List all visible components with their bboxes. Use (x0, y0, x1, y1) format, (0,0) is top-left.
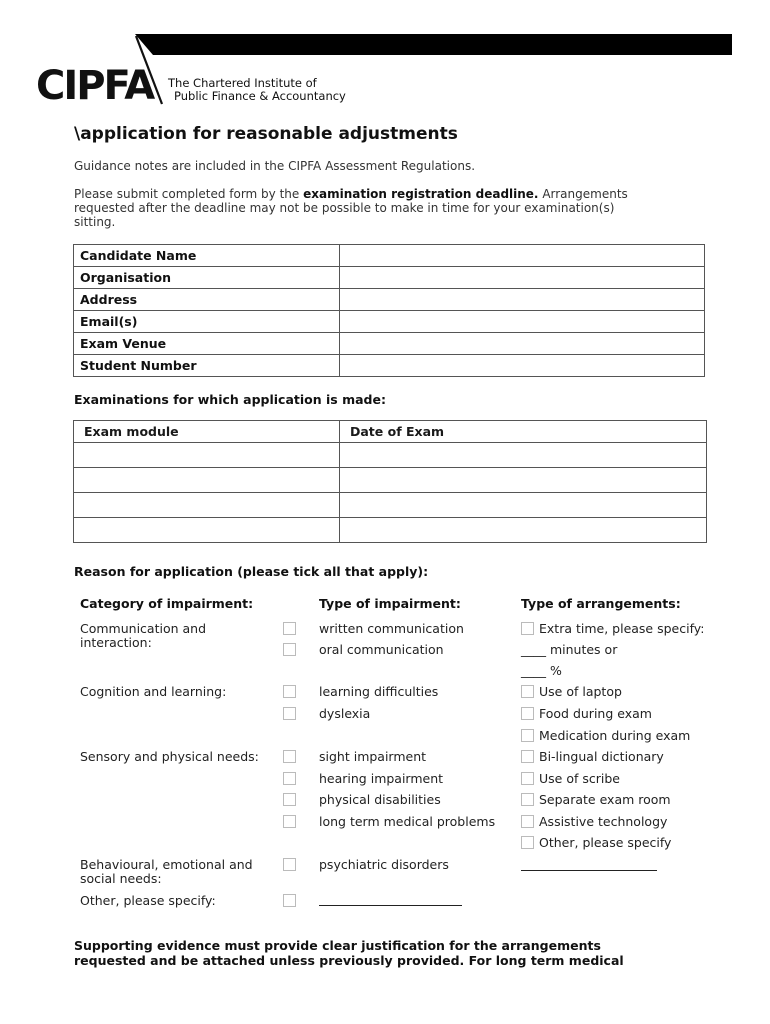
laptop-checkbox[interactable] (521, 685, 534, 698)
field-label: Email(s) (74, 311, 340, 333)
exam-venue-input[interactable] (340, 333, 705, 355)
type-hearing-impairment: hearing impairment (319, 771, 444, 786)
category-other: Other, please specify: (80, 893, 216, 908)
medication-checkbox[interactable] (521, 729, 534, 742)
arrangement-scribe: Use of scribe (539, 771, 620, 786)
category-column-header: Category of impairment: (80, 596, 254, 611)
hearing-impairment-checkbox[interactable] (283, 772, 296, 785)
exam-module-input[interactable] (74, 443, 340, 468)
other-impairment-input[interactable] (319, 905, 462, 906)
address-input[interactable] (340, 289, 705, 311)
arrangement-assistive: Assistive technology (539, 814, 668, 829)
table-row (74, 267, 705, 289)
org-name (168, 77, 346, 103)
type-psychiatric-disorders: psychiatric disorders (319, 857, 449, 872)
extra-time-minutes-input[interactable]: ____ minutes or (521, 642, 618, 657)
field-label: Exam Venue (74, 333, 340, 355)
type-long-term-medical: long term medical problems (319, 814, 496, 829)
table-row (74, 311, 705, 333)
category-sensory: Sensory and physical needs: (80, 749, 259, 764)
column-header: Date of Exam (340, 421, 707, 443)
guidance-note: Guidance notes are included in the CIPFA Assessment Regulations. (74, 159, 476, 173)
category-cognition: Cognition and learning: (80, 684, 227, 699)
logo-slash-icon (134, 34, 166, 106)
food-checkbox[interactable] (521, 707, 534, 720)
type-column-header: Type of impairment: (319, 596, 461, 611)
exams-heading: Examinations for which application is made: (74, 392, 386, 407)
table-row (74, 518, 707, 543)
type-sight-impairment: sight impairment (319, 749, 427, 764)
category-behavioural: Behavioural, emotional and social needs: (80, 857, 253, 886)
table-row (74, 289, 705, 311)
exam-module-input[interactable] (74, 468, 340, 493)
organisation-input[interactable] (340, 267, 705, 289)
arrangement-extra-time: Extra time, please specify: (539, 621, 705, 636)
type-learning-difficulties: learning difficulties (319, 684, 439, 699)
table-header-row (74, 421, 707, 443)
arrangement-laptop: Use of laptop (539, 684, 622, 699)
table-row (74, 468, 707, 493)
page-title: \application for reasonable adjustments (74, 124, 458, 144)
field-label: Candidate Name (74, 245, 340, 267)
candidate-details-table (73, 244, 705, 377)
exams-table (73, 420, 707, 543)
bilingual-dictionary-checkbox[interactable] (521, 750, 534, 763)
field-label: Address (74, 289, 340, 311)
scribe-checkbox[interactable] (521, 772, 534, 785)
exam-date-input[interactable] (340, 493, 707, 518)
category-communication: Communication and interaction: (80, 621, 207, 650)
extra-time-percent-input[interactable]: ____ % (521, 663, 562, 678)
email-input[interactable] (340, 311, 705, 333)
other-arrangement-input[interactable] (521, 870, 657, 871)
header-bar (135, 34, 732, 55)
oral-communication-checkbox[interactable] (283, 643, 296, 656)
supporting-evidence-note: Supporting evidence must provide clear justification for the arrangements requested and be attached unless previously provided. For long term medical (74, 938, 624, 968)
separate-room-checkbox[interactable] (521, 793, 534, 806)
candidate-name-input[interactable] (340, 245, 705, 267)
reason-heading: Reason for application (please tick all that apply): (74, 564, 429, 579)
sight-impairment-checkbox[interactable] (283, 750, 296, 763)
field-label: Student Number (74, 355, 340, 377)
other-impairment-checkbox[interactable] (283, 894, 296, 907)
table-row (74, 245, 705, 267)
type-dyslexia: dyslexia (319, 706, 371, 721)
long-term-medical-checkbox[interactable] (283, 815, 296, 828)
dyslexia-checkbox[interactable] (283, 707, 296, 720)
physical-disabilities-checkbox[interactable] (283, 793, 296, 806)
exam-module-input[interactable] (74, 518, 340, 543)
table-row (74, 333, 705, 355)
exam-module-input[interactable] (74, 493, 340, 518)
deadline-emphasis: examination registration deadline. (303, 187, 539, 201)
arrangements-column-header: Type of arrangements: (521, 596, 681, 611)
org-name-line2: Public Finance & Accountancy (174, 89, 346, 103)
table-row (74, 355, 705, 377)
cipfa-logo: CIPFA (36, 63, 154, 109)
arrangement-other: Other, please specify (539, 835, 672, 850)
assistive-technology-checkbox[interactable] (521, 815, 534, 828)
exam-date-input[interactable] (340, 468, 707, 493)
table-row (74, 493, 707, 518)
type-written-communication: written communication (319, 621, 464, 636)
org-name-line1: The Chartered Institute of (168, 76, 317, 90)
extra-time-checkbox[interactable] (521, 622, 534, 635)
type-physical-disabilities: physical disabilities (319, 792, 441, 807)
psychiatric-disorders-checkbox[interactable] (283, 858, 296, 871)
other-arrangement-checkbox[interactable] (521, 836, 534, 849)
submit-instructions: Please submit completed form by the examination registration deadline. Arrangements requested after the deadline may not be possible to make in time for your examination(s) sitting. (74, 187, 628, 229)
exam-date-input[interactable] (340, 518, 707, 543)
field-label: Organisation (74, 267, 340, 289)
column-header: Exam module (74, 421, 340, 443)
table-row (74, 443, 707, 468)
student-number-input[interactable] (340, 355, 705, 377)
type-oral-communication: oral communication (319, 642, 444, 657)
learning-difficulties-checkbox[interactable] (283, 685, 296, 698)
arrangement-food: Food during exam (539, 706, 652, 721)
arrangement-bilingual: Bi-lingual dictionary (539, 749, 664, 764)
written-communication-checkbox[interactable] (283, 622, 296, 635)
arrangement-separate-room: Separate exam room (539, 792, 671, 807)
arrangement-medication: Medication during exam (539, 728, 691, 743)
exam-date-input[interactable] (340, 443, 707, 468)
